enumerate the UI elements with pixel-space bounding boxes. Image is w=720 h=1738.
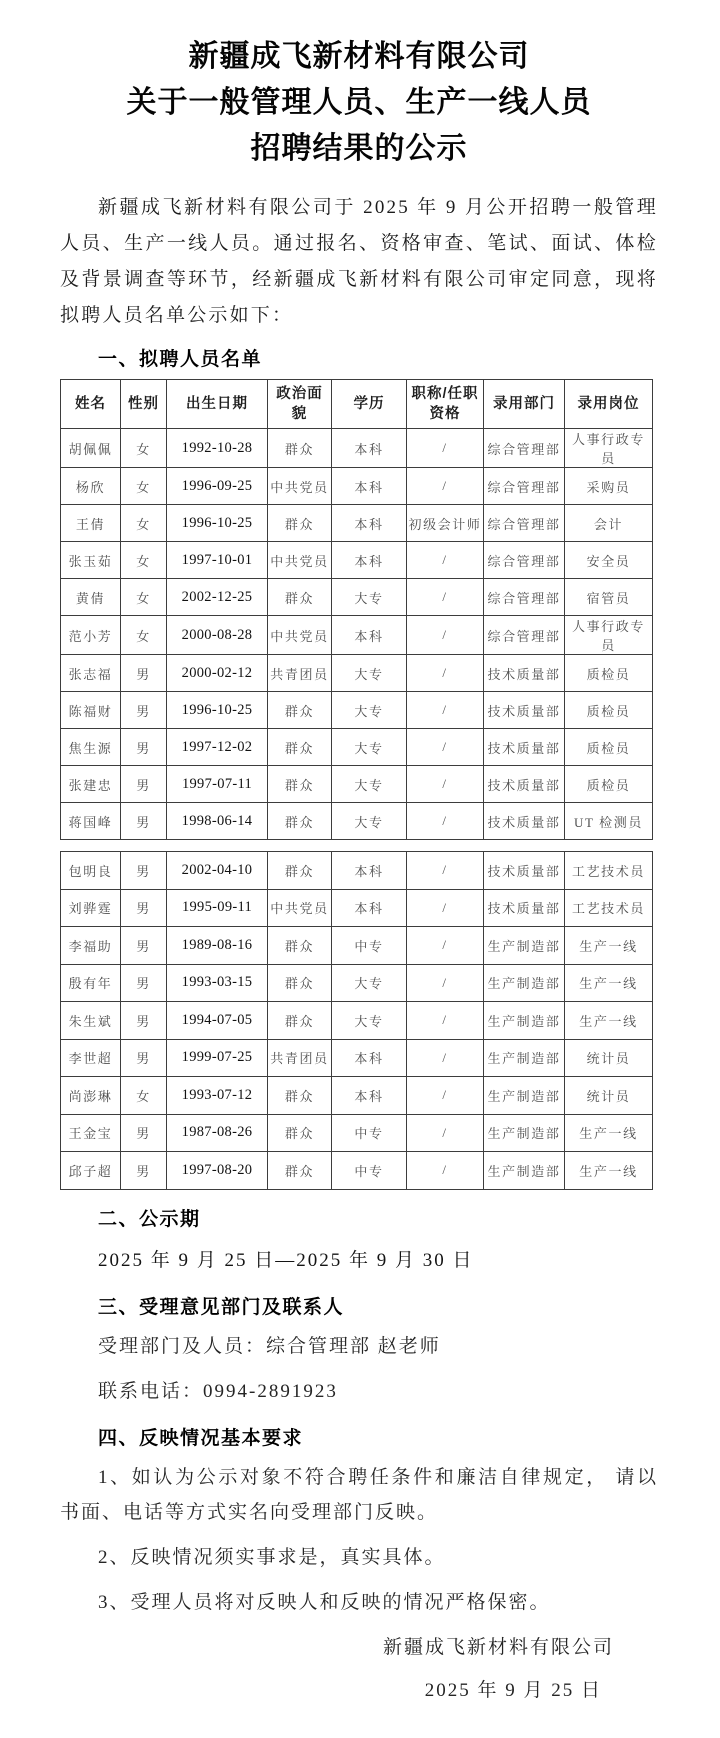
table-cell: 生产一线: [565, 1002, 653, 1040]
table-cell: 质检员: [565, 766, 653, 803]
table-cell: 尚澎琳: [61, 1077, 121, 1115]
table-cell: 共青团员: [268, 1039, 332, 1077]
table-cell: /: [407, 889, 484, 927]
table-row: [61, 852, 653, 890]
table-cell: 综合管理部: [484, 505, 565, 542]
table-cell: /: [407, 927, 484, 965]
table-cell: 焦生源: [61, 729, 121, 766]
table-cell: 本科: [332, 1077, 407, 1115]
table-cell: 安全员: [565, 542, 653, 579]
table-cell: 生产制造部: [484, 1114, 565, 1152]
table-row: [61, 579, 653, 616]
table-row: [61, 964, 653, 1002]
table-cell: 采购员: [565, 468, 653, 505]
table-cell: 大专: [332, 729, 407, 766]
table-cell: 群众: [268, 1002, 332, 1040]
table-cell: 王倩: [61, 505, 121, 542]
header-qualification: 职称/任职资格: [407, 380, 484, 429]
table-cell: /: [407, 468, 484, 505]
table-cell: 工艺技术员: [565, 889, 653, 927]
table-cell: 质检员: [565, 655, 653, 692]
table-cell: 李福助: [61, 927, 121, 965]
table-cell: 大专: [332, 1002, 407, 1040]
table-cell: 包明良: [61, 852, 121, 890]
header-education: 学历: [332, 380, 407, 429]
table-row: [61, 927, 653, 965]
signature-company: 新疆成飞新材料有限公司: [382, 1636, 614, 1658]
table-cell: 1996-10-25: [167, 692, 268, 729]
table-cell: 本科: [332, 505, 407, 542]
requirement-item-2: 2、反映情况须实事求是，真实具体。: [98, 1546, 446, 1568]
table-cell: 大专: [332, 655, 407, 692]
table-cell: /: [407, 1114, 484, 1152]
header-gender: 性别: [121, 380, 167, 429]
header-name: 姓名: [61, 380, 121, 429]
table-row: [61, 1152, 653, 1190]
table-cell: 综合管理部: [484, 579, 565, 616]
table-cell: 1992-10-28: [167, 429, 268, 468]
table-row: [61, 766, 653, 803]
table-row: [61, 1002, 653, 1040]
hire-list-table-part2: [60, 851, 653, 1190]
table-cell: /: [407, 655, 484, 692]
table-cell: 技术质量部: [484, 766, 565, 803]
table-cell: 范小芳: [61, 616, 121, 655]
table-cell: /: [407, 692, 484, 729]
table-cell: 1999-07-25: [167, 1039, 268, 1077]
public-notice-period: 2025 年 9 月 25 日—2025 年 9 月 30 日: [98, 1249, 474, 1271]
table-cell: 群众: [268, 692, 332, 729]
table-row: [61, 1077, 653, 1115]
table-cell: 群众: [268, 766, 332, 803]
table-row: [61, 1114, 653, 1152]
table-cell: 大专: [332, 579, 407, 616]
table-cell: 群众: [268, 927, 332, 965]
table-cell: 群众: [268, 964, 332, 1002]
contact-department-line: 受理部门及人员：综合管理部 赵老师: [98, 1335, 441, 1357]
table-cell: 技术质量部: [484, 692, 565, 729]
table-cell: 男: [121, 927, 167, 965]
section3-heading: 三、受理意见部门及联系人: [98, 1296, 345, 1318]
intro-paragraph: 新疆成飞新材料有限公司于 2025 年 9 月公开招聘一般管理人员、生产一线人员。通过报名、资格审查、笔试、面试、体检及背景调查等环节，经新疆成飞新材料有限公司审定同意，现将拟聘人员名单公示如下：: [60, 197, 658, 326]
table-cell: 1995-09-11: [167, 889, 268, 927]
table-cell: 初级会计师: [407, 505, 484, 542]
table-cell: 2002-12-25: [167, 579, 268, 616]
table-row: [61, 542, 653, 579]
header-department: 录用部门: [484, 380, 565, 429]
table-cell: 杨欣: [61, 468, 121, 505]
requirement-item-3: 3、受理人员将对反映人和反映的情况严格保密。: [98, 1591, 551, 1613]
table-cell: 群众: [268, 729, 332, 766]
title-line-2: 关于一般管理人员、生产一线人员: [126, 86, 592, 119]
table-cell: /: [407, 542, 484, 579]
table-cell: 男: [121, 964, 167, 1002]
table-cell: 质检员: [565, 729, 653, 766]
table-cell: /: [407, 1077, 484, 1115]
table-cell: 男: [121, 803, 167, 840]
table-cell: /: [407, 1039, 484, 1077]
table-cell: 男: [121, 852, 167, 890]
table-cell: 大专: [332, 692, 407, 729]
table-cell: 1997-07-11: [167, 766, 268, 803]
table-cell: 张志福: [61, 655, 121, 692]
table-cell: 陈福财: [61, 692, 121, 729]
table-cell: 2000-02-12: [167, 655, 268, 692]
title-line-1: 新疆成飞新材料有限公司: [188, 40, 530, 73]
table-cell: 大专: [332, 803, 407, 840]
table-cell: 生产制造部: [484, 964, 565, 1002]
table-cell: 大专: [332, 964, 407, 1002]
table-cell: 人事行政专员: [565, 616, 653, 655]
table-cell: 生产制造部: [484, 1039, 565, 1077]
table-cell: 共青团员: [268, 655, 332, 692]
table-cell: 女: [121, 505, 167, 542]
table-cell: 群众: [268, 1152, 332, 1190]
table-cell: 1993-03-15: [167, 964, 268, 1002]
table-row: [61, 889, 653, 927]
table-cell: 统计员: [565, 1039, 653, 1077]
table-cell: 中共党员: [268, 889, 332, 927]
table-cell: 生产制造部: [484, 1152, 565, 1190]
table-body-part1: [61, 429, 653, 840]
table-cell: 质检员: [565, 692, 653, 729]
table-cell: 女: [121, 468, 167, 505]
table-cell: 男: [121, 766, 167, 803]
table-cell: 本科: [332, 616, 407, 655]
section2-heading: 二、公示期: [98, 1208, 201, 1230]
table-cell: 本科: [332, 889, 407, 927]
table-cell: /: [407, 766, 484, 803]
table-cell: 会计: [565, 505, 653, 542]
table-cell: 男: [121, 1039, 167, 1077]
table-row: [61, 429, 653, 468]
header-political-status: 政治面貌: [268, 380, 332, 429]
table-row: [61, 505, 653, 542]
table-cell: 邱子超: [61, 1152, 121, 1190]
table-cell: 群众: [268, 852, 332, 890]
table-cell: 1993-07-12: [167, 1077, 268, 1115]
table-cell: 朱生斌: [61, 1002, 121, 1040]
table-cell: 张建忠: [61, 766, 121, 803]
table-cell: 2000-08-28: [167, 616, 268, 655]
table-cell: 群众: [268, 579, 332, 616]
table-cell: 综合管理部: [484, 429, 565, 468]
table-cell: 蒋国峰: [61, 803, 121, 840]
table-cell: /: [407, 1002, 484, 1040]
table-cell: 生产制造部: [484, 1077, 565, 1115]
table-cell: 技术质量部: [484, 889, 565, 927]
table-cell: 殷有年: [61, 964, 121, 1002]
table-cell: /: [407, 616, 484, 655]
table-cell: 中共党员: [268, 468, 332, 505]
table-cell: 1994-07-05: [167, 1002, 268, 1040]
table-cell: 男: [121, 1002, 167, 1040]
table-cell: 生产一线: [565, 1152, 653, 1190]
table-cell: 本科: [332, 429, 407, 468]
table-cell: 男: [121, 692, 167, 729]
table-cell: 技术质量部: [484, 852, 565, 890]
table-cell: 李世超: [61, 1039, 121, 1077]
table-cell: /: [407, 964, 484, 1002]
table-cell: 1996-09-25: [167, 468, 268, 505]
table-cell: 生产制造部: [484, 927, 565, 965]
table-cell: 1997-08-20: [167, 1152, 268, 1190]
table-cell: 群众: [268, 1114, 332, 1152]
table-row: [61, 692, 653, 729]
table-cell: 刘骅霆: [61, 889, 121, 927]
table-cell: /: [407, 1152, 484, 1190]
table-row: [61, 803, 653, 840]
requirement-item-1: 1、如认为公示对象不符合聘任条件和廉洁自律规定， 请以书面、电话等方式实名向受理部门反映。: [60, 1466, 658, 1523]
table-cell: 技术质量部: [484, 655, 565, 692]
table-row: [61, 1039, 653, 1077]
table-cell: 女: [121, 429, 167, 468]
table-cell: 综合管理部: [484, 542, 565, 579]
table-cell: 综合管理部: [484, 468, 565, 505]
table-cell: 统计员: [565, 1077, 653, 1115]
table-cell: 1997-10-01: [167, 542, 268, 579]
table-body-part2: [61, 852, 653, 1190]
table-cell: 男: [121, 1152, 167, 1190]
table-row: [61, 655, 653, 692]
table-cell: 女: [121, 579, 167, 616]
table-row: [61, 468, 653, 505]
table-cell: 本科: [332, 1039, 407, 1077]
table-cell: 男: [121, 655, 167, 692]
table-cell: 女: [121, 542, 167, 579]
hire-list-table-part1: [60, 379, 653, 840]
table-cell: 本科: [332, 852, 407, 890]
table-cell: 群众: [268, 505, 332, 542]
table-cell: 本科: [332, 468, 407, 505]
table-cell: 综合管理部: [484, 616, 565, 655]
table-cell: 中专: [332, 1152, 407, 1190]
table-cell: 群众: [268, 429, 332, 468]
table-cell: /: [407, 729, 484, 766]
table-cell: 1997-12-02: [167, 729, 268, 766]
table-cell: 本科: [332, 542, 407, 579]
table-cell: 张玉茹: [61, 542, 121, 579]
contact-phone-line: 联系电话：0994-2891923: [98, 1380, 338, 1402]
table-cell: 胡佩佩: [61, 429, 121, 468]
table-row: [61, 616, 653, 655]
table-cell: 宿管员: [565, 579, 653, 616]
table-cell: 2002-04-10: [167, 852, 268, 890]
table-cell: 群众: [268, 803, 332, 840]
table-cell: 生产一线: [565, 1114, 653, 1152]
header-birthdate: 出生日期: [167, 380, 268, 429]
table-cell: /: [407, 579, 484, 616]
table-cell: 女: [121, 616, 167, 655]
table-cell: 中专: [332, 1114, 407, 1152]
table-cell: 技术质量部: [484, 803, 565, 840]
table-cell: 人事行政专员: [565, 429, 653, 468]
table-cell: 1987-08-26: [167, 1114, 268, 1152]
table-cell: 生产制造部: [484, 1002, 565, 1040]
table-cell: 中共党员: [268, 542, 332, 579]
header-position: 录用岗位: [565, 380, 653, 429]
table-cell: 中专: [332, 927, 407, 965]
title-line-3: 招聘结果的公示: [250, 132, 468, 165]
table-cell: /: [407, 803, 484, 840]
table-cell: /: [407, 429, 484, 468]
table-cell: 工艺技术员: [565, 852, 653, 890]
table-cell: 群众: [268, 1077, 332, 1115]
table-cell: 黄倩: [61, 579, 121, 616]
table-cell: 1989-08-16: [167, 927, 268, 965]
table-cell: 生产一线: [565, 927, 653, 965]
table-cell: 技术质量部: [484, 729, 565, 766]
table-cell: 生产一线: [565, 964, 653, 1002]
table-cell: 男: [121, 729, 167, 766]
table-cell: /: [407, 852, 484, 890]
table-row: [61, 729, 653, 766]
table-cell: 大专: [332, 766, 407, 803]
document-title: [60, 34, 658, 172]
signature-date: 2025 年 9 月 25 日: [424, 1679, 602, 1701]
table-cell: 女: [121, 1077, 167, 1115]
table-cell: 1996-10-25: [167, 505, 268, 542]
table-cell: 王金宝: [61, 1114, 121, 1152]
section1-heading: 一、拟聘人员名单: [98, 349, 263, 370]
table-cell: UT 检测员: [565, 803, 653, 840]
table-cell: 男: [121, 1114, 167, 1152]
table-cell: 男: [121, 889, 167, 927]
table-header-row: [61, 380, 653, 429]
section4-heading: 四、反映情况基本要求: [98, 1427, 304, 1449]
table-cell: 中共党员: [268, 616, 332, 655]
table-cell: 1998-06-14: [167, 803, 268, 840]
